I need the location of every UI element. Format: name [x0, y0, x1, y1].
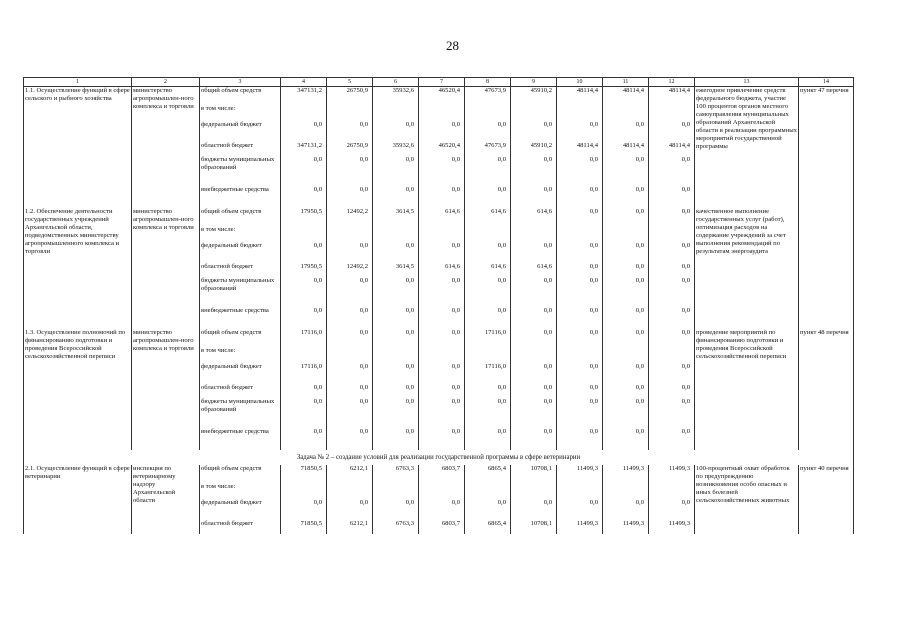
value-cell: 11499,3 [603, 465, 649, 483]
table-row [24, 208, 854, 226]
value-cell: 0,0 [649, 208, 695, 226]
value-cell [327, 226, 373, 242]
plan-link: пункт 48 перечня [799, 329, 854, 450]
value-cell: 11499,3 [557, 465, 603, 483]
value-cell: 46520,4 [419, 142, 465, 156]
value-cell: 0,0 [465, 242, 511, 263]
value-cell: 0,0 [281, 307, 327, 329]
column-header: 4 [281, 78, 327, 87]
funding-source: областной бюджет [200, 520, 281, 534]
value-cell: 0,0 [373, 121, 419, 142]
activity-name: 1.3. Осуществление полномочий по финансированию подготовки и проведения Всероссийской сельскохозяйственной переписи [24, 329, 132, 450]
funding-source: в том числе: [200, 483, 281, 499]
value-cell [511, 347, 557, 363]
funding-source: федеральный бюджет [200, 121, 281, 142]
value-cell: 347131,2 [281, 142, 327, 156]
value-cell: 11499,3 [603, 520, 649, 534]
activity-name: 1.1. Осуществление функций в сфере сельского и рыбного хозяйства [24, 87, 132, 208]
value-cell: 0,0 [281, 277, 327, 307]
funding-source: областной бюджет [200, 142, 281, 156]
task-title: Задача № 2 – создание условий для реализации государственной программы в сфере ветеринарии [24, 450, 854, 465]
value-cell: 0,0 [419, 329, 465, 347]
funding-source: бюджеты муниципальных образований [200, 156, 281, 186]
value-cell [649, 105, 695, 121]
value-cell: 0,0 [281, 384, 327, 398]
table-row [24, 329, 854, 347]
value-cell [603, 105, 649, 121]
value-cell: 0,0 [465, 156, 511, 186]
value-cell: 614,6 [465, 263, 511, 277]
funding-source: внебюджетные средства [200, 186, 281, 208]
value-cell [557, 105, 603, 121]
value-cell: 48114,4 [649, 142, 695, 156]
funding-source: общий объем средств [200, 208, 281, 226]
value-cell: 48114,4 [557, 142, 603, 156]
funding-source: федеральный бюджет [200, 242, 281, 263]
value-cell: 0,0 [603, 186, 649, 208]
value-cell: 0,0 [557, 277, 603, 307]
value-cell: 0,0 [603, 277, 649, 307]
value-cell: 0,0 [281, 186, 327, 208]
value-cell: 6803,7 [419, 465, 465, 483]
funding-source: в том числе: [200, 105, 281, 121]
value-cell [281, 226, 327, 242]
value-cell: 0,0 [373, 428, 419, 450]
funding-source: внебюджетные средства [200, 428, 281, 450]
value-cell: 0,0 [603, 208, 649, 226]
value-cell: 0,0 [557, 428, 603, 450]
expected-result: качественное выполнение государственных услуг (работ), оптимизация расходов на содержание учреждений за счет выполнения рекомендаций по результатам энергоаудита [695, 208, 799, 329]
value-cell: 0,0 [603, 263, 649, 277]
value-cell [557, 483, 603, 499]
value-cell: 0,0 [419, 277, 465, 307]
funding-source: общий объем средств [200, 87, 281, 105]
value-cell: 35932,6 [373, 142, 419, 156]
value-cell: 6212,1 [327, 465, 373, 483]
column-header: 7 [419, 78, 465, 87]
funding-source: федеральный бюджет [200, 363, 281, 384]
value-cell: 0,0 [465, 186, 511, 208]
value-cell: 0,0 [465, 499, 511, 520]
value-cell: 3614,5 [373, 263, 419, 277]
value-cell: 71850,5 [281, 465, 327, 483]
value-cell: 0,0 [419, 384, 465, 398]
value-cell [373, 483, 419, 499]
value-cell: 0,0 [511, 156, 557, 186]
value-cell: 0,0 [649, 499, 695, 520]
value-cell [373, 105, 419, 121]
value-cell: 0,0 [511, 428, 557, 450]
executor: министерство агропромышлен-ного комплекса и торговли [132, 329, 200, 450]
value-cell: 71850,5 [281, 520, 327, 534]
value-cell: 12492,2 [327, 263, 373, 277]
expected-result: ежегодное привлечение средств федерального бюджета, участие 100 процентов органов местного самоуправления муниципальных образований Архангельской области в реализации программных мероприятий государственной программы [695, 87, 799, 208]
value-cell: 614,6 [419, 208, 465, 226]
value-cell: 6763,3 [373, 520, 419, 534]
value-cell: 0,0 [327, 156, 373, 186]
value-cell [465, 347, 511, 363]
value-cell: 48114,4 [603, 142, 649, 156]
funding-source: общий объем средств [200, 465, 281, 483]
column-header: 2 [132, 78, 200, 87]
value-cell: 17116,0 [465, 363, 511, 384]
plan-link: пункт 40 перечня [799, 465, 854, 534]
value-cell [281, 347, 327, 363]
table-row [24, 465, 854, 483]
value-cell: 6865,4 [465, 465, 511, 483]
value-cell: 0,0 [327, 499, 373, 520]
value-cell: 0,0 [649, 242, 695, 263]
value-cell: 0,0 [603, 499, 649, 520]
value-cell: 0,0 [649, 428, 695, 450]
column-header: 3 [200, 78, 281, 87]
value-cell: 0,0 [603, 398, 649, 428]
value-cell: 0,0 [649, 156, 695, 186]
value-cell: 0,0 [419, 307, 465, 329]
value-cell [465, 483, 511, 499]
value-cell: 0,0 [511, 242, 557, 263]
value-cell: 0,0 [373, 499, 419, 520]
column-header: 11 [603, 78, 649, 87]
value-cell [465, 226, 511, 242]
column-header: 14 [799, 78, 854, 87]
funding-source: бюджеты муниципальных образований [200, 277, 281, 307]
value-cell [511, 483, 557, 499]
value-cell: 0,0 [603, 363, 649, 384]
value-cell: 0,0 [465, 277, 511, 307]
funding-source: федеральный бюджет [200, 499, 281, 520]
plan-link [799, 208, 854, 329]
value-cell [327, 483, 373, 499]
value-cell: 0,0 [649, 307, 695, 329]
value-cell: 614,6 [419, 263, 465, 277]
value-cell: 0,0 [419, 428, 465, 450]
value-cell: 0,0 [281, 121, 327, 142]
value-cell: 0,0 [511, 277, 557, 307]
column-header: 10 [557, 78, 603, 87]
value-cell [419, 347, 465, 363]
value-cell [373, 347, 419, 363]
value-cell: 17116,0 [281, 363, 327, 384]
value-cell: 0,0 [511, 121, 557, 142]
value-cell: 0,0 [373, 398, 419, 428]
value-cell: 614,6 [465, 208, 511, 226]
value-cell [327, 347, 373, 363]
value-cell: 0,0 [327, 307, 373, 329]
value-cell: 0,0 [327, 384, 373, 398]
value-cell: 47673,9 [465, 87, 511, 105]
value-cell [419, 226, 465, 242]
value-cell: 6865,4 [465, 520, 511, 534]
value-cell: 0,0 [511, 186, 557, 208]
activity-name: 2.1. Осуществление функций в сфере ветеринарии [24, 465, 132, 534]
value-cell: 0,0 [649, 121, 695, 142]
value-cell: 0,0 [511, 499, 557, 520]
value-cell: 0,0 [557, 208, 603, 226]
value-cell: 0,0 [557, 398, 603, 428]
value-cell: 0,0 [511, 384, 557, 398]
value-cell: 0,0 [557, 363, 603, 384]
value-cell [511, 226, 557, 242]
value-cell: 0,0 [327, 242, 373, 263]
value-cell: 0,0 [649, 363, 695, 384]
value-cell: 26750,9 [327, 142, 373, 156]
value-cell: 0,0 [465, 398, 511, 428]
funding-source: областной бюджет [200, 263, 281, 277]
value-cell: 0,0 [511, 307, 557, 329]
value-cell: 0,0 [649, 384, 695, 398]
value-cell: 0,0 [419, 363, 465, 384]
value-cell: 0,0 [327, 121, 373, 142]
value-cell: 46520,4 [419, 87, 465, 105]
value-cell: 0,0 [603, 121, 649, 142]
value-cell: 0,0 [603, 329, 649, 347]
value-cell: 0,0 [327, 277, 373, 307]
funding-source: в том числе: [200, 226, 281, 242]
value-cell: 0,0 [465, 121, 511, 142]
value-cell: 48114,4 [649, 87, 695, 105]
value-cell: 0,0 [373, 307, 419, 329]
value-cell: 0,0 [603, 156, 649, 186]
value-cell: 17116,0 [281, 329, 327, 347]
value-cell: 48114,4 [557, 87, 603, 105]
value-cell: 0,0 [373, 329, 419, 347]
funding-source: бюджеты муниципальных образований [200, 398, 281, 428]
value-cell [465, 105, 511, 121]
value-cell: 0,0 [465, 307, 511, 329]
value-cell: 17950,5 [281, 263, 327, 277]
column-header: 8 [465, 78, 511, 87]
value-cell [557, 226, 603, 242]
header-row [24, 78, 854, 87]
value-cell: 0,0 [419, 186, 465, 208]
value-cell [649, 347, 695, 363]
value-cell: 614,6 [511, 208, 557, 226]
executor: инспекция по ветеринарному надзору Архангельской области [132, 465, 200, 534]
value-cell: 0,0 [557, 499, 603, 520]
budget-table [23, 77, 854, 534]
value-cell: 47673,9 [465, 142, 511, 156]
value-cell: 0,0 [557, 329, 603, 347]
column-header: 9 [511, 78, 557, 87]
value-cell: 0,0 [327, 329, 373, 347]
expected-result: проведение мероприятий по финансированию подготовки и проведения Всероссийской сельскохозяйственной переписи [695, 329, 799, 450]
value-cell: 26750,9 [327, 87, 373, 105]
funding-source: в том числе: [200, 347, 281, 363]
column-header: 12 [649, 78, 695, 87]
value-cell: 6212,1 [327, 520, 373, 534]
funding-source: внебюджетные средства [200, 307, 281, 329]
value-cell: 48114,4 [603, 87, 649, 105]
value-cell: 12492,2 [327, 208, 373, 226]
value-cell: 0,0 [281, 499, 327, 520]
value-cell: 0,0 [603, 307, 649, 329]
value-cell: 0,0 [649, 277, 695, 307]
value-cell: 0,0 [281, 156, 327, 186]
value-cell: 0,0 [557, 156, 603, 186]
value-cell: 0,0 [373, 242, 419, 263]
column-header: 6 [373, 78, 419, 87]
value-cell: 347131,2 [281, 87, 327, 105]
value-cell: 0,0 [511, 329, 557, 347]
value-cell: 0,0 [649, 263, 695, 277]
value-cell: 0,0 [419, 156, 465, 186]
value-cell [557, 347, 603, 363]
value-cell: 0,0 [419, 121, 465, 142]
value-cell [649, 483, 695, 499]
expected-result: 100-процентный охват обработок по предупреждению возникновения особо опасных и иных болезней сельскохозяйственных животных [695, 465, 799, 534]
value-cell: 0,0 [603, 428, 649, 450]
value-cell: 0,0 [281, 242, 327, 263]
value-cell: 6803,7 [419, 520, 465, 534]
table-row [24, 87, 854, 105]
value-cell [281, 105, 327, 121]
value-cell: 0,0 [327, 186, 373, 208]
value-cell: 17116,0 [465, 329, 511, 347]
value-cell: 0,0 [557, 263, 603, 277]
value-cell: 35932,6 [373, 87, 419, 105]
value-cell: 0,0 [557, 242, 603, 263]
value-cell: 0,0 [557, 186, 603, 208]
value-cell: 11499,3 [649, 465, 695, 483]
value-cell [603, 226, 649, 242]
value-cell [373, 226, 419, 242]
value-cell: 0,0 [603, 242, 649, 263]
value-cell: 17950,5 [281, 208, 327, 226]
value-cell [327, 105, 373, 121]
value-cell: 0,0 [373, 156, 419, 186]
value-cell: 0,0 [373, 384, 419, 398]
value-cell: 0,0 [649, 329, 695, 347]
value-cell: 6763,3 [373, 465, 419, 483]
column-header: 13 [695, 78, 799, 87]
value-cell: 0,0 [603, 384, 649, 398]
value-cell [511, 105, 557, 121]
value-cell: 0,0 [511, 398, 557, 428]
value-cell: 11499,3 [557, 520, 603, 534]
value-cell [419, 483, 465, 499]
value-cell: 0,0 [373, 363, 419, 384]
value-cell: 45910,2 [511, 87, 557, 105]
value-cell [419, 105, 465, 121]
value-cell: 0,0 [373, 277, 419, 307]
value-cell: 0,0 [419, 398, 465, 428]
value-cell: 0,0 [327, 428, 373, 450]
column-header: 5 [327, 78, 373, 87]
value-cell: 0,0 [557, 121, 603, 142]
value-cell: 10708,1 [511, 520, 557, 534]
activity-name: 1.2. Обеспечение деятельности государственных учреждений Архангельской области, подведомственных министерству агропромышленного комплекса и торговли [24, 208, 132, 329]
value-cell: 0,0 [465, 428, 511, 450]
executor: министерство агропромышлен-ного комплекса и торговли [132, 208, 200, 329]
value-cell: 0,0 [419, 499, 465, 520]
value-cell: 11499,3 [649, 520, 695, 534]
value-cell: 0,0 [557, 307, 603, 329]
value-cell [649, 226, 695, 242]
value-cell: 0,0 [557, 384, 603, 398]
plan-link: пункт 47 перечня [799, 87, 854, 208]
page-number: 28 [446, 38, 459, 53]
value-cell: 0,0 [649, 186, 695, 208]
value-cell: 0,0 [327, 398, 373, 428]
value-cell: 0,0 [327, 363, 373, 384]
value-cell: 3614,5 [373, 208, 419, 226]
value-cell [603, 347, 649, 363]
value-cell: 614,6 [511, 263, 557, 277]
value-cell: 0,0 [419, 242, 465, 263]
value-cell: 0,0 [465, 384, 511, 398]
value-cell: 0,0 [373, 186, 419, 208]
value-cell: 0,0 [511, 363, 557, 384]
value-cell: 45910,2 [511, 142, 557, 156]
funding-source: общий объем средств [200, 329, 281, 347]
task-row [24, 450, 854, 465]
column-header: 1 [24, 78, 132, 87]
value-cell [281, 483, 327, 499]
funding-source: областной бюджет [200, 384, 281, 398]
value-cell: 10708,1 [511, 465, 557, 483]
value-cell: 0,0 [281, 428, 327, 450]
value-cell [603, 483, 649, 499]
executor: министерство агропромышлен-ного комплекса и торговли [132, 87, 200, 208]
value-cell: 0,0 [281, 398, 327, 428]
value-cell: 0,0 [649, 398, 695, 428]
